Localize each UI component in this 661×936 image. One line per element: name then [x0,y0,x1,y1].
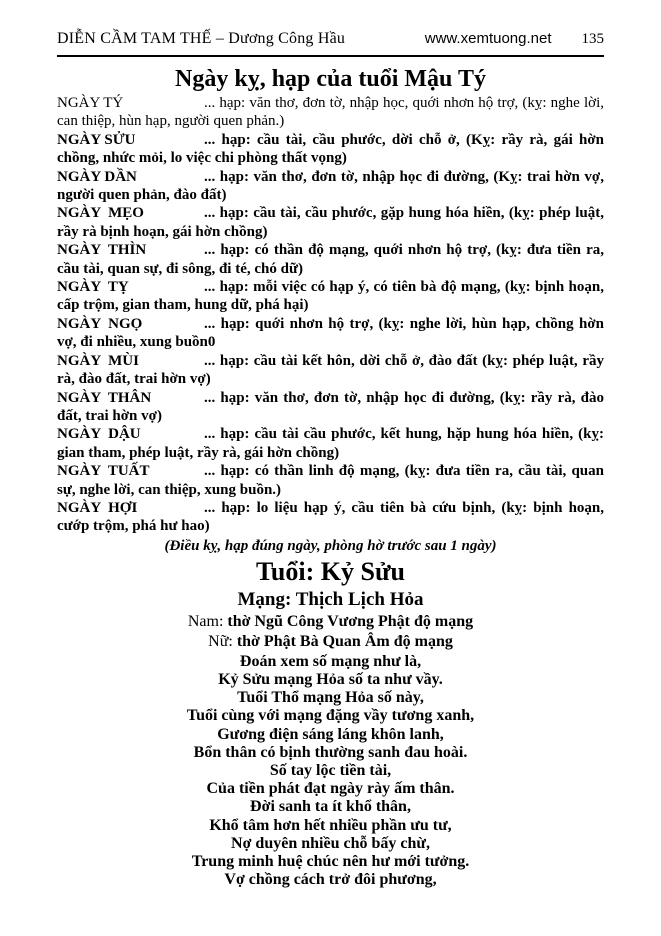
day-entry [57,425,604,462]
day-entry [57,315,604,352]
poem-line: Vợ chồng cách trở đôi phương, [224,871,437,889]
poem-line: Tuổi cùng với mạng đặng vầy tương xanh, [186,707,475,725]
poem-line: Nợ duyên nhiều chỗ bấy chừ, [231,834,430,852]
day-entries-list [57,94,604,536]
website-url: www.xemtuong.net [424,30,552,47]
day-entry-text: ... hạp: mỗi việc có hạp ý, có tiên bà độ mạng, (kỵ: bịnh hoạn, cấp trộm, gian tham, hung dữ, phá hại) [57,279,604,314]
day-entry [57,499,604,536]
poem-line: Đời sanh ta ít khổ thân, [250,798,411,816]
day-entry-text: ... hạp: có thần linh độ mạng, (kỵ: đưa tiền ra, cầu tài, quan sự, nghe lời, can thiệp, xung buồn.) [57,463,604,498]
poem-line: Của tiền phát đạt ngày rày ấm thân. [206,780,455,798]
page-number: 135 [581,31,604,47]
poem-line: Bổn thân có bịnh thường sanh đau hoài. [193,743,468,761]
day-entry-label: NGÀY THÂN [57,389,152,406]
day-entry [57,278,604,315]
day-entry [57,352,604,389]
day-entry [57,131,604,168]
day-entry-label: NGÀY DẦN [57,168,137,185]
female-worship-text: thờ Phật Bà Quan Âm độ mạng [232,632,453,650]
day-entry-label: NGÀY MẸO [57,205,144,222]
poem-line: Kỷ Sửu mạng Hỏa số ta như vầy. [218,670,443,688]
poem-line: Tuổi Thổ mạng Hỏa số này, [237,689,424,707]
day-entry-label: NGÀY SỬU [57,131,136,148]
day-entry-label: NGÀY TỴ [57,279,129,296]
day-entry-text: ... hạp: cầu tài, cầu phước, dời chỗ ở, (Kỵ: rầy rà, gái hờn chồng, nhức mỏi, lo việc chi phòng thất vọng) [57,131,604,167]
poem-line: Khổ tâm hơn hết nhiều phần ưu tư, [209,816,452,834]
day-entry-text: ... hạp: văn thơ, đơn tờ, nhập học đi đường, (kỵ: rầy rà, đào đất, trai hờn vợ) [57,389,604,424]
page-header [57,30,604,57]
day-entry-label: NGÀY TUẤT [57,463,150,480]
male-worship-text: thờ Ngũ Công Vương Phật độ mạng [223,612,474,630]
day-entry [57,94,604,131]
section-title-days: Ngày kỵ, hạp của tuổi Mậu Tý [175,66,486,92]
poem-line: Đoán xem số mạng như là, [239,652,422,670]
day-entry-text: ... hạp: cầu tài cầu phước, kết hung, hặp hung hóa hiền, (kỵ: gian tham, phép luật, rầy rà, gái hờn chồng) [57,426,604,461]
day-entry-label: NGÀY MÙI [57,352,139,369]
day-entry-text: ... hạp: cầu tài kết hôn, dời chỗ ở, đào đất (kỵ: phép luật, rầy rà, đào đất, trai hờn vợ) [57,352,604,388]
book-title: DIỄN CẦM TAM THẾ – Dương Công Hầu [57,30,346,47]
day-entry-label: NGÀY THÌN [57,242,147,259]
poem-line: Số tay lộc tiền tài, [269,761,392,779]
day-entry-text: ... hạp: văn thơ, đơn tờ, nhập học đi đường, (Kỵ: trai hờn vợ, người quen phản, đào đất) [57,168,604,204]
destiny-element-title: Mạng: Thịch Lịch Hỏa [237,588,424,610]
poem-line: Gương điện sáng láng khôn lanh, [217,725,444,743]
section-title-age: Tuổi: Kỷ Sửu [255,556,406,586]
day-entry [57,389,604,426]
header-right [425,30,604,48]
poem-line: Trung minh huệ chúc nên hư mới tưởng. [191,852,470,870]
male-label: Nam: [187,612,224,630]
day-entry-label: NGÀY DẬU [57,426,141,443]
worship-line-male [57,612,604,632]
female-label: Nữ: [208,632,233,650]
day-entry [57,204,604,241]
fortune-poem [57,653,604,890]
day-entry-text: ... hạp: cầu tài, cầu phước, gặp hung hóa hiền, (kỵ: phép luật, rầy rà bịnh hoạn, gái hờn chồng) [57,205,604,240]
day-entry-label: NGÀY TÝ [57,95,124,111]
day-entry-text: ... hạp: quới nhơn hộ trợ, (kỵ: nghe lời, hùn hạp, chồng hờn vợ, đi nhiều, xung buồn0 [57,315,604,351]
day-entry-label: NGÀY HỢI [57,499,138,516]
worship-line-female [57,632,604,652]
day-entry [57,462,604,499]
note-line: (Điều kỵ, hạp đúng ngày, phòng hờ trước sau 1 ngày) [164,537,497,554]
day-entry-label: NGÀY NGỌ [57,315,143,332]
day-entry-text: ... hạp: văn thơ, đơn tờ, nhập học, quới nhơn hộ trợ, (kỵ: nghe lời, can thiệp, hùn hạp, người quen phản.) [57,95,604,130]
day-entry [57,168,604,205]
day-entry-text: ... hạp: có thần độ mạng, quới nhơn hộ trợ, (kỵ: đưa tiền ra, cầu tài, quan sự, đi sông, đi té, chó dữ) [57,242,604,277]
day-entry-text: ... hạp: lo liệu hạp ý, cầu tiên bà cứu bịnh, (kỵ: bịnh hoạn, cướp trộm, phá hư hao) [57,499,604,535]
day-entry [57,241,604,278]
